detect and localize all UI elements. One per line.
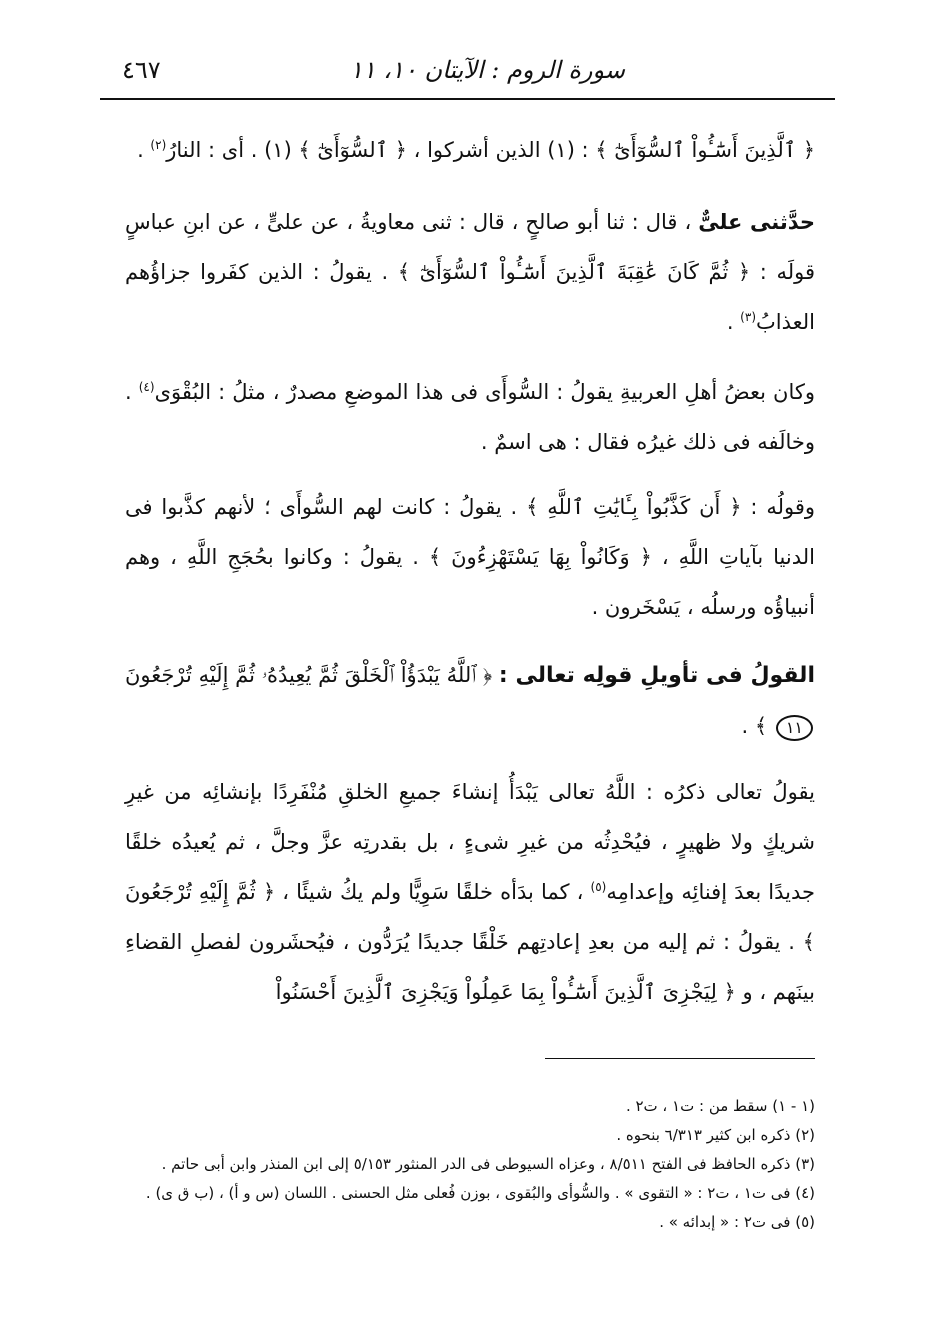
paragraph-4-text: وقولُه : ﴿ أَن كَذَّبُواْ بِـَٔايَٰتِ ٱللَّهِ ﴾ . يقولُ : كانت لهم السُّوأَى ؛ لأنهم كذَّبوا فى الدنيا بآياتِ اللَّهِ ، ﴿ وَكَانُواْ بِهَا يَسْتَهْزِءُونَ ﴾ . يقولُ : وكانوا بحُجَجِ اللَّهِ ، وهم أنبياؤُه ورسلُه ، يَسْخَرون . [125, 495, 815, 619]
page-number: ٤٦٧ [122, 56, 161, 84]
footnote-ref-2: (٢) [150, 138, 167, 152]
paragraph-2-text: ، قال : ثنا أبو صالحٍ ، قال : ثنى معاويةُ ، عن علىٍّ ، عن ابنِ عباسٍ قولَه : ﴿ ثُمَّ كَانَ عَٰقِبَةَ ٱلَّذِينَ أَسَٰٓـُٔواْ ٱلسُّوٓأَىٰٓ ﴾ . يقولُ : الذين كفَروا جزاؤُهم العذابُ [125, 210, 815, 334]
paragraph-2-end: . [726, 310, 741, 334]
footnote: (٤) فى ت١ ، ت٢ : « التقوى » . والسُّوأى والبُقوى ، بوزن فُعلى مثل الحسنى . اللسان (س و أ) ، (ب ق ى) . [145, 1184, 815, 1202]
footnote: (٥) فى ت٢ : « إبدائه » . [659, 1213, 815, 1231]
paragraph-3 [125, 367, 815, 467]
paragraph-2 [125, 197, 815, 347]
footnote-ref-3: (٣) [740, 310, 756, 324]
paragraph-1-end: . [137, 138, 151, 162]
footnote: (١ - ١) سقط من : ت١ ، ت٢ . [625, 1097, 815, 1115]
paragraph-1 [125, 125, 815, 175]
paragraph-3-text: وكان بعضُ أهلِ العربيةِ يقولُ : السُّوأَى فى هذا الموضعِ مصدرٌ ، مثلُ : البُقْوَى [154, 380, 815, 404]
footnote: (٣) ذكره الحافظ فى الفتح ٨/٥١١ ، وعزاه السيوطى فى الدر المنثور ٥/١٥٣ إلى ابن المنذر وابن أبى حاتم . [161, 1155, 815, 1173]
quran-verse-end: ﴾ . [741, 714, 774, 738]
section-heading-paragraph [125, 650, 815, 751]
footnote-separator [545, 1058, 815, 1059]
paragraph-4 [125, 482, 815, 632]
quran-verse: ﴿ ٱللَّهُ يَبْدَؤُاْ ٱلْخَلْقَ ثُمَّ يُعِيدُهُۥ ثُمَّ إِلَيْهِ تُرْجَعُونَ [125, 663, 499, 687]
paragraph-6-end: ، كما بدَأه خلقًا سَوِيًّا ولم يكُ شيئًا ، ﴿ ثُمَّ إِلَيْهِ تُرْجَعُونَ ﴾ . يقولُ : ثم إليه من بعدِ إعادتِهم خَلْقًا جديدًا يُرَدُّون ، فيُحشَرون لفصلِ القضاءِ بينَهم ، و ﴿ لِيَجْزِىَ ٱلَّذِينَ أَسَٰٓـُٔواْ بِمَا عَمِلُواْ وَيَجْزِىَ ٱلَّذِينَ أَحْسَنُواْ [125, 880, 815, 1004]
footnote-ref-5: (٥) [590, 880, 607, 894]
header-title: سورة الروم : الآيتان ١٠، ١١ [349, 56, 625, 84]
footnote: (٢) ذكره ابن كثير ٦/٣١٣ بنحوه . [616, 1126, 815, 1144]
paragraph-3-end: . وخالَفه فى ذلك غيرُه فقال : هى اسمٌ . [125, 380, 815, 454]
ayah-number-mark: ١١ [776, 715, 813, 741]
main-text [125, 125, 815, 1033]
footnote-ref-4: (٤) [138, 380, 155, 394]
section-heading: القولُ فى تأويلِ قولِه تعالى : [498, 663, 815, 688]
isnad-lead: حدَّثنى علىٌّ [698, 210, 816, 234]
paragraph-6-text: يقولُ تعالى ذكرُه : اللَّهُ تعالى يَبْدَأُ إنشاءَ جميعِ الخلقِ مُنْفَرِدًا بإنشائِه من غيرِ شريكٍ ولا ظهيرٍ ، فيُحْدِثُه من غيرِ شىءٍ ، بل بقدرتِه عزَّ وجلَّ ، ثم يُعيدُه خلقًا جديدًا بعدَ إفنائِه وإعدامِه [125, 780, 815, 904]
paragraph-6 [125, 767, 815, 1017]
running-header [100, 50, 835, 100]
footnotes [115, 1092, 815, 1237]
paragraph-1-text: ﴿ ٱلَّذِينَ أَسَٰٓـُٔواْ ٱلسُّوٓأَىٰٓ ﴾ : (١) الذين أشركوا ، ﴿ ٱلسُّوٓأَىٰٓ ﴾ (١) . أى : النارُ [166, 138, 815, 162]
